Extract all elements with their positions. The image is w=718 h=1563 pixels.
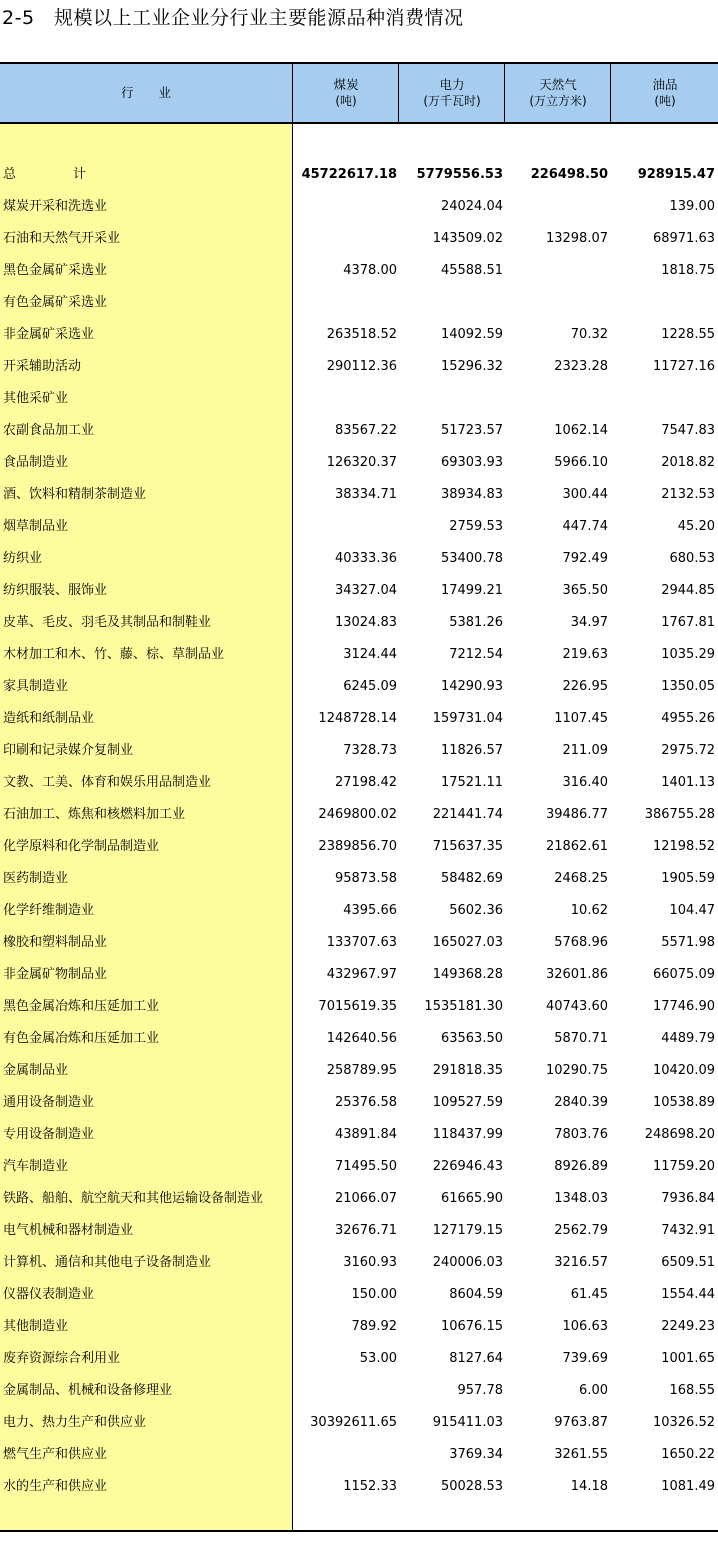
cell-coal: 43891.84: [334, 1127, 397, 1142]
cell-coal: 13024.83: [334, 615, 397, 630]
row-label: 废弃资源综合利用业: [3, 1351, 121, 1366]
cell-coal: 32676.71: [334, 1223, 397, 1238]
cell-gas: 739.69: [562, 1351, 608, 1366]
cell-oil: 1081.49: [661, 1479, 715, 1494]
cell-gas: 2468.25: [554, 871, 608, 886]
cell-power: 69303.93: [440, 455, 503, 470]
cell-oil: 1650.22: [661, 1447, 715, 1462]
cell-coal: 71495.50: [334, 1159, 397, 1174]
cell-gas: 5966.10: [554, 455, 608, 470]
header-gas: [504, 64, 611, 122]
cell-coal: 7015619.35: [318, 999, 397, 1014]
cell-oil: 1905.59: [661, 871, 715, 886]
header-oil-unit: (吨): [654, 94, 676, 108]
cell-oil: 1001.65: [661, 1351, 715, 1366]
row-label: 农副食品加工业: [3, 423, 95, 438]
table-row: [0, 191, 718, 223]
row-label: 电力、热力生产和供应业: [3, 1415, 147, 1430]
cell-oil: 2018.82: [661, 455, 715, 470]
row-label: 木材加工和木、竹、藤、棕、草制品业: [3, 647, 225, 662]
cell-gas: 7803.76: [554, 1127, 608, 1142]
cell-gas: 5768.96: [554, 935, 608, 950]
table-row: [0, 383, 718, 415]
cell-coal: 34327.04: [334, 583, 397, 598]
cell-gas: 365.50: [562, 583, 608, 598]
cell-gas: 792.49: [562, 551, 608, 566]
cell-power: 61665.90: [440, 1191, 503, 1206]
table-row: [0, 223, 718, 255]
row-label: 开采辅助活动: [3, 359, 82, 374]
cell-gas: 3261.55: [554, 1447, 608, 1462]
cell-power: 58482.69: [440, 871, 503, 886]
cell-oil: 1350.05: [661, 679, 715, 694]
row-label: 造纸和纸制品业: [3, 711, 95, 726]
row-label: 有色金属矿采选业: [3, 295, 108, 310]
table-row: [0, 1215, 718, 1247]
cell-power: 24024.04: [440, 199, 503, 214]
cell-coal: 40333.36: [334, 551, 397, 566]
table-row: [0, 1183, 718, 1215]
table-row: [0, 1311, 718, 1343]
cell-oil: 11727.16: [652, 359, 715, 374]
cell-power: 8127.64: [449, 1351, 503, 1366]
cell-coal: 133707.63: [326, 935, 397, 950]
cell-gas: 61.45: [570, 1287, 608, 1302]
row-label: 仪器仪表制造业: [3, 1287, 95, 1302]
table-row: [0, 415, 718, 447]
row-label: 总 计: [3, 167, 109, 182]
cell-oil: 168.55: [669, 1383, 715, 1398]
table-row: [0, 287, 718, 319]
cell-oil: 4489.79: [661, 1031, 715, 1046]
cell-power: 15296.32: [440, 359, 503, 374]
row-label: 汽车制造业: [3, 1159, 69, 1174]
row-label: 电气机械和器材制造业: [3, 1223, 134, 1238]
row-label: 皮革、毛皮、羽毛及其制品和制鞋业: [3, 615, 212, 630]
row-label: 金属制品、机械和设备修理业: [3, 1383, 173, 1398]
cell-oil: 1228.55: [661, 327, 715, 342]
cell-coal: 150.00: [351, 1287, 397, 1302]
cell-gas: 316.40: [562, 775, 608, 790]
table-row: [0, 607, 718, 639]
cell-oil: 5571.98: [661, 935, 715, 950]
row-label: 黑色金属冶炼和压延加工业: [3, 999, 160, 1014]
table-row: [0, 1471, 718, 1503]
cell-coal: 290112.36: [326, 359, 397, 374]
cell-gas: 6.00: [579, 1383, 608, 1398]
cell-gas: 219.63: [562, 647, 608, 662]
cell-gas: 226498.50: [530, 167, 608, 182]
table-row: [0, 1023, 718, 1055]
cell-oil: 17746.90: [652, 999, 715, 1014]
table-body: [0, 124, 718, 1530]
cell-power: 10676.15: [440, 1319, 503, 1334]
cell-power: 159731.04: [432, 711, 503, 726]
header-coal: [292, 64, 399, 122]
cell-coal: 4378.00: [343, 263, 397, 278]
cell-gas: 3216.57: [554, 1255, 608, 1270]
row-label: 化学纤维制造业: [3, 903, 95, 918]
row-label: 印刷和记录媒介复制业: [3, 743, 134, 758]
cell-coal: 3160.93: [343, 1255, 397, 1270]
cell-oil: 1401.13: [661, 775, 715, 790]
cell-oil: 248698.20: [644, 1127, 715, 1142]
cell-power: 291818.35: [432, 1063, 503, 1078]
cell-gas: 106.63: [562, 1319, 608, 1334]
cell-oil: 4955.26: [661, 711, 715, 726]
cell-power: 143509.02: [432, 231, 503, 246]
table-row: [0, 1087, 718, 1119]
cell-coal: 27198.42: [334, 775, 397, 790]
table-row: [0, 671, 718, 703]
row-label: 非金属矿采选业: [3, 327, 95, 342]
cell-gas: 1107.45: [554, 711, 608, 726]
table-row: [0, 831, 718, 863]
row-label: 专用设备制造业: [3, 1127, 95, 1142]
row-label: 酒、饮料和精制茶制造业: [3, 487, 147, 502]
cell-oil: 1554.44: [661, 1287, 715, 1302]
header-power: [398, 64, 505, 122]
cell-gas: 21862.61: [545, 839, 608, 854]
cell-gas: 1062.14: [554, 423, 608, 438]
cell-power: 50028.53: [440, 1479, 503, 1494]
cell-coal: 38334.71: [334, 487, 397, 502]
cell-oil: 2132.53: [661, 487, 715, 502]
table-row-total: [0, 159, 718, 191]
cell-power: 957.78: [457, 1383, 503, 1398]
cell-power: 38934.83: [440, 487, 503, 502]
table-row: [0, 703, 718, 735]
cell-power: 149368.28: [432, 967, 503, 982]
cell-oil: 2975.72: [661, 743, 715, 758]
row-label: 烟草制品业: [3, 519, 69, 534]
row-label: 黑色金属矿采选业: [3, 263, 108, 278]
row-label: 石油加工、炼焦和核燃料加工业: [3, 807, 186, 822]
table-row: [0, 799, 718, 831]
row-label: 计算机、通信和其他电子设备制造业: [3, 1255, 212, 1270]
cell-coal: 432967.97: [326, 967, 397, 982]
cell-gas: 32601.86: [545, 967, 608, 982]
cell-power: 51723.57: [440, 423, 503, 438]
row-label: 燃气生产和供应业: [3, 1447, 108, 1462]
cell-gas: 39486.77: [545, 807, 608, 822]
table-row: [0, 543, 718, 575]
row-label: 其他制造业: [3, 1319, 69, 1334]
row-label: 水的生产和供应业: [3, 1479, 108, 1494]
cell-power: 109527.59: [432, 1095, 503, 1110]
cell-gas: 10.62: [570, 903, 608, 918]
cell-gas: 5870.71: [554, 1031, 608, 1046]
table-row: [0, 575, 718, 607]
cell-gas: 9763.87: [554, 1415, 608, 1430]
table-row: [0, 927, 718, 959]
header-coal-name: 煤炭: [333, 77, 359, 92]
table-row: [0, 319, 718, 351]
table-row: [0, 1375, 718, 1407]
cell-oil: 10538.89: [652, 1095, 715, 1110]
header-oil-name: 油品: [652, 77, 678, 92]
cell-power: 165027.03: [432, 935, 503, 950]
row-label: 家具制造业: [3, 679, 69, 694]
cell-power: 118437.99: [432, 1127, 503, 1142]
cell-gas: 2840.39: [554, 1095, 608, 1110]
cell-power: 240006.03: [432, 1255, 503, 1270]
cell-power: 17521.11: [440, 775, 503, 790]
table-row: [0, 351, 718, 383]
cell-gas: 2323.28: [554, 359, 608, 374]
cell-power: 11826.57: [440, 743, 503, 758]
table-row: [0, 255, 718, 287]
cell-power: 17499.21: [440, 583, 503, 598]
cell-coal: 95873.58: [334, 871, 397, 886]
header-industry-label: 行 业: [120, 85, 171, 100]
cell-coal: 21066.07: [334, 1191, 397, 1206]
cell-coal: 142640.56: [326, 1031, 397, 1046]
cell-oil: 1767.81: [661, 615, 715, 630]
table-row: [0, 1119, 718, 1151]
cell-oil: 7936.84: [661, 1191, 715, 1206]
row-label: 化学原料和化学制品制造业: [3, 839, 160, 854]
table-row: [0, 1439, 718, 1471]
table-row: [0, 1407, 718, 1439]
bottom-rule: [0, 1530, 718, 1532]
cell-power: 2759.53: [449, 519, 503, 534]
table-row: [0, 1343, 718, 1375]
row-label: 通用设备制造业: [3, 1095, 95, 1110]
cell-oil: 68971.63: [652, 231, 715, 246]
row-label: 纺织业: [3, 551, 43, 566]
table-row: [0, 1247, 718, 1279]
cell-oil: 1035.29: [661, 647, 715, 662]
row-label: 有色金属冶炼和压延加工业: [3, 1031, 160, 1046]
cell-gas: 10290.75: [545, 1063, 608, 1078]
row-label: 非金属矿物制品业: [3, 967, 108, 982]
cell-coal: 263518.52: [326, 327, 397, 342]
cell-gas: 40743.60: [545, 999, 608, 1014]
cell-power: 5779556.53: [416, 167, 503, 182]
cell-gas: 226.95: [562, 679, 608, 694]
cell-gas: 13298.07: [545, 231, 608, 246]
cell-oil: 10326.52: [652, 1415, 715, 1430]
row-label: 文教、工美、体育和娱乐用品制造业: [3, 775, 212, 790]
cell-oil: 139.00: [669, 199, 715, 214]
cell-power: 5602.36: [449, 903, 503, 918]
cell-coal: 2469800.02: [318, 807, 397, 822]
cell-oil: 1818.75: [661, 263, 715, 278]
row-label: 纺织服装、服饰业: [3, 583, 108, 598]
cell-coal: 2389856.70: [318, 839, 397, 854]
table-row: [0, 1279, 718, 1311]
cell-oil: 6509.51: [661, 1255, 715, 1270]
cell-coal: 25376.58: [334, 1095, 397, 1110]
cell-power: 3769.34: [449, 1447, 503, 1462]
cell-gas: 211.09: [562, 743, 608, 758]
cell-coal: 83567.22: [334, 423, 397, 438]
cell-oil: 928915.47: [637, 167, 715, 182]
cell-coal: 53.00: [359, 1351, 397, 1366]
row-label: 煤炭开采和洗选业: [3, 199, 108, 214]
cell-power: 127179.15: [432, 1223, 503, 1238]
cell-gas: 447.74: [562, 519, 608, 534]
header-gas-unit: (万立方米): [529, 94, 587, 108]
table-row: [0, 1151, 718, 1183]
table-row: [0, 991, 718, 1023]
table-row: [0, 735, 718, 767]
row-label: 石油和天然气开采业: [3, 231, 121, 246]
table-row: [0, 1055, 718, 1087]
table-header: [0, 64, 718, 124]
cell-oil: 66075.09: [652, 967, 715, 982]
table-row: [0, 895, 718, 927]
row-label: 铁路、船舶、航空航天和其他运输设备制造业: [3, 1191, 264, 1206]
cell-oil: 10420.09: [652, 1063, 715, 1078]
cell-power: 8604.59: [449, 1287, 503, 1302]
cell-coal: 789.92: [351, 1319, 397, 1334]
cell-gas: 1348.03: [554, 1191, 608, 1206]
header-industry: [0, 64, 292, 122]
cell-gas: 34.97: [570, 615, 608, 630]
cell-coal: 126320.37: [326, 455, 397, 470]
row-label: 食品制造业: [3, 455, 69, 470]
cell-oil: 2249.23: [661, 1319, 715, 1334]
row-label: 橡胶和塑料制品业: [3, 935, 108, 950]
cell-gas: 2562.79: [554, 1223, 608, 1238]
cell-gas: 300.44: [562, 487, 608, 502]
header-coal-unit: (吨): [335, 94, 357, 108]
cell-coal: 45722617.18: [301, 167, 397, 182]
cell-power: 63563.50: [440, 1031, 503, 1046]
cell-coal: 30392611.65: [310, 1415, 397, 1430]
cell-power: 221441.74: [432, 807, 503, 822]
cell-power: 715637.35: [432, 839, 503, 854]
cell-power: 53400.78: [440, 551, 503, 566]
cell-power: 7212.54: [449, 647, 503, 662]
cell-oil: 11759.20: [652, 1159, 715, 1174]
cell-gas: 14.18: [570, 1479, 608, 1494]
cell-coal: 4395.66: [343, 903, 397, 918]
cell-coal: 3124.44: [343, 647, 397, 662]
header-gas-name: 天然气: [539, 77, 577, 92]
table-row: [0, 447, 718, 479]
cell-power: 14290.93: [440, 679, 503, 694]
cell-oil: 104.47: [669, 903, 715, 918]
cell-gas: 70.32: [570, 327, 608, 342]
cell-power: 14092.59: [440, 327, 503, 342]
cell-power: 1535181.30: [424, 999, 503, 1014]
cell-coal: 7328.73: [343, 743, 397, 758]
row-label: 医药制造业: [3, 871, 69, 886]
page-title: 2-5 规模以上工业企业分行业主要能源品种消费情况: [2, 7, 464, 29]
cell-gas: 8926.89: [554, 1159, 608, 1174]
table-row: [0, 767, 718, 799]
cell-coal: 258789.95: [326, 1063, 397, 1078]
cell-coal: 1248728.14: [318, 711, 397, 726]
row-label: 金属制品业: [3, 1063, 69, 1078]
table-row: [0, 959, 718, 991]
table-row: [0, 511, 718, 543]
cell-oil: 680.53: [669, 551, 715, 566]
table-row: [0, 863, 718, 895]
cell-oil: 2944.85: [661, 583, 715, 598]
header-oil: [610, 64, 718, 122]
row-label: 其他采矿业: [3, 391, 69, 406]
cell-oil: 45.20: [677, 519, 715, 534]
cell-oil: 386755.28: [644, 807, 715, 822]
header-power-name: 电力: [439, 77, 465, 92]
cell-oil: 7432.91: [661, 1223, 715, 1238]
cell-oil: 12198.52: [652, 839, 715, 854]
header-power-unit: (万千瓦时): [423, 94, 481, 108]
cell-power: 5381.26: [449, 615, 503, 630]
cell-power: 915411.03: [432, 1415, 503, 1430]
cell-power: 45588.51: [440, 263, 503, 278]
cell-coal: 1152.33: [343, 1479, 397, 1494]
cell-oil: 7547.83: [661, 423, 715, 438]
table-row: [0, 479, 718, 511]
cell-power: 226946.43: [432, 1159, 503, 1174]
table-row: [0, 639, 718, 671]
cell-coal: 6245.09: [343, 679, 397, 694]
